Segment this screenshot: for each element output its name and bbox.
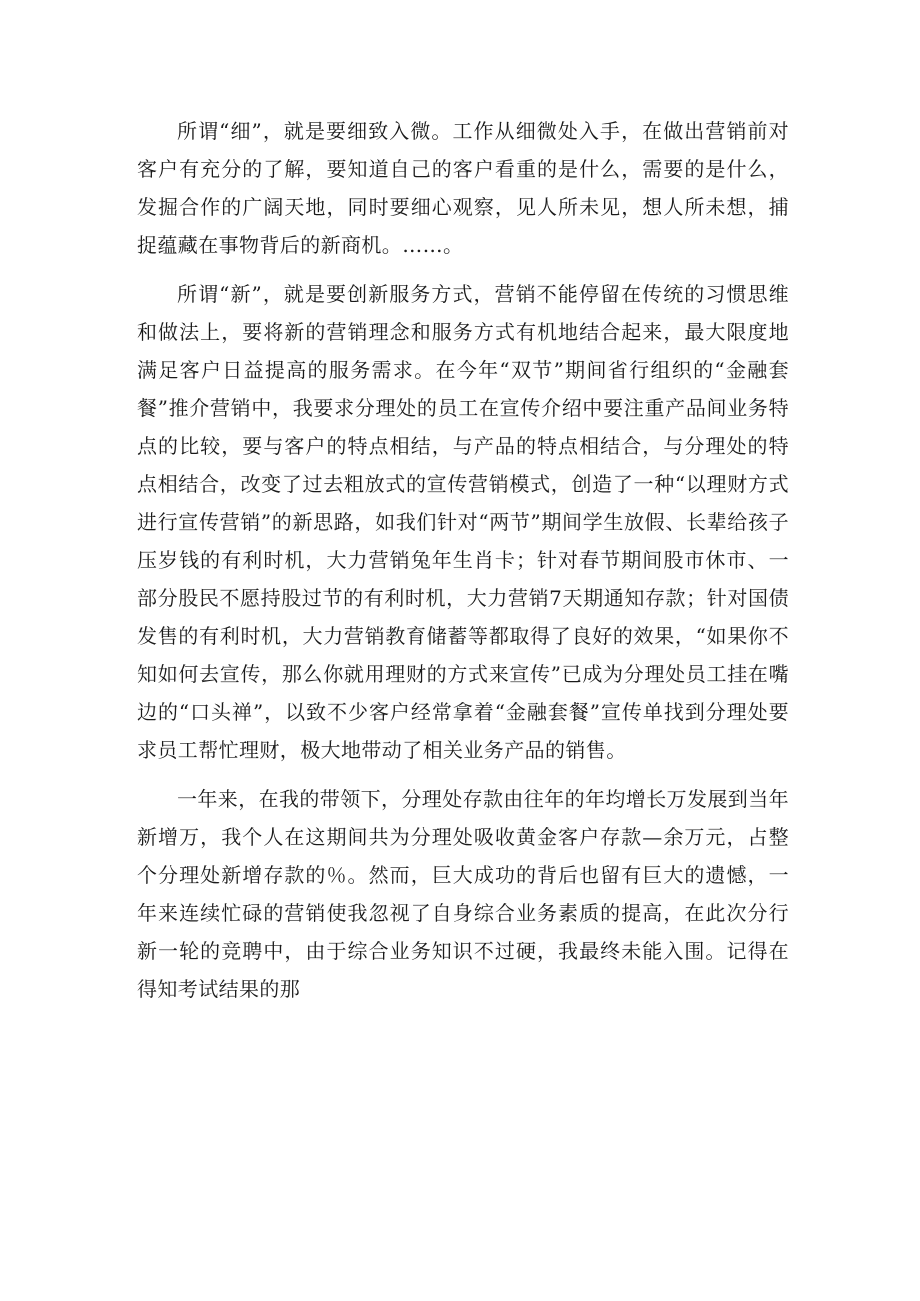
paragraph-detail: 所谓“细”，就是要细致入微。工作从细微处入手，在做出营销前对客户有充分的了解，要知道自己的客户看重的是什么，需要的是什么，发掘合作的广阔天地，同时要细心观察，见人所未见，想人所未想，捕捉蕴藏在事物背后的新商机。……。 — [137, 119, 789, 257]
document-body — [137, 112, 789, 1019]
paragraph-innovation: 所谓“新”，就是要创新服务方式，营销不能停留在传统的习惯思维和做法上，要将新的营销理念和服务方式有机地结合起来，最大限度地满足客户日益提高的服务需求。在今年“双节”期间省行组织的“金融套餐”推介营销中，我要求分理处的员工在宣传介绍中要注重产品间业务特点的比较，要与客户的特点相结，与产品的特点相结合，与分理处的特点相结合，改变了过去粗放式的宣传营销模式，创造了一种“以理财方式进行宣传营销”的新思路，如我们针对“两节”期间学生放假、长辈给孩子压岁钱的有利时机，大力营销兔年生肖卡；针对春节期间股市休市、一部分股民不愿持股过节的有利时机，大力营销7天期通知存款；针对国债发售的有利时机，大力营销教育储蓄等都取得了良好的效果，“如果你不知如何去宣传，那么你就用理财的方式来宣传”已成为分理处员工挂在嘴边的“口头禅”，以致不少客户经常拿着“金融套餐”宣传单找到分理处要求员工帮忙理财，极大地带动了相关业务产品的销售。 — [137, 282, 789, 762]
paragraph-results: 一年来，在我的带领下，分理处存款由往年的年均增长万发展到当年新增万，我个人在这期间共为分理处吸收黄金客户存款—余万元，占整个分理处新增存款的％。然而，巨大成功的背后也留有巨大的遗憾，一年来连续忙碌的营销使我忽视了自身综合业务素质的提高，在此次分行新一轮的竞聘中，由于综合业务知识不过硬，我最终未能入围。记得在得知考试结果的那 — [137, 787, 789, 1001]
